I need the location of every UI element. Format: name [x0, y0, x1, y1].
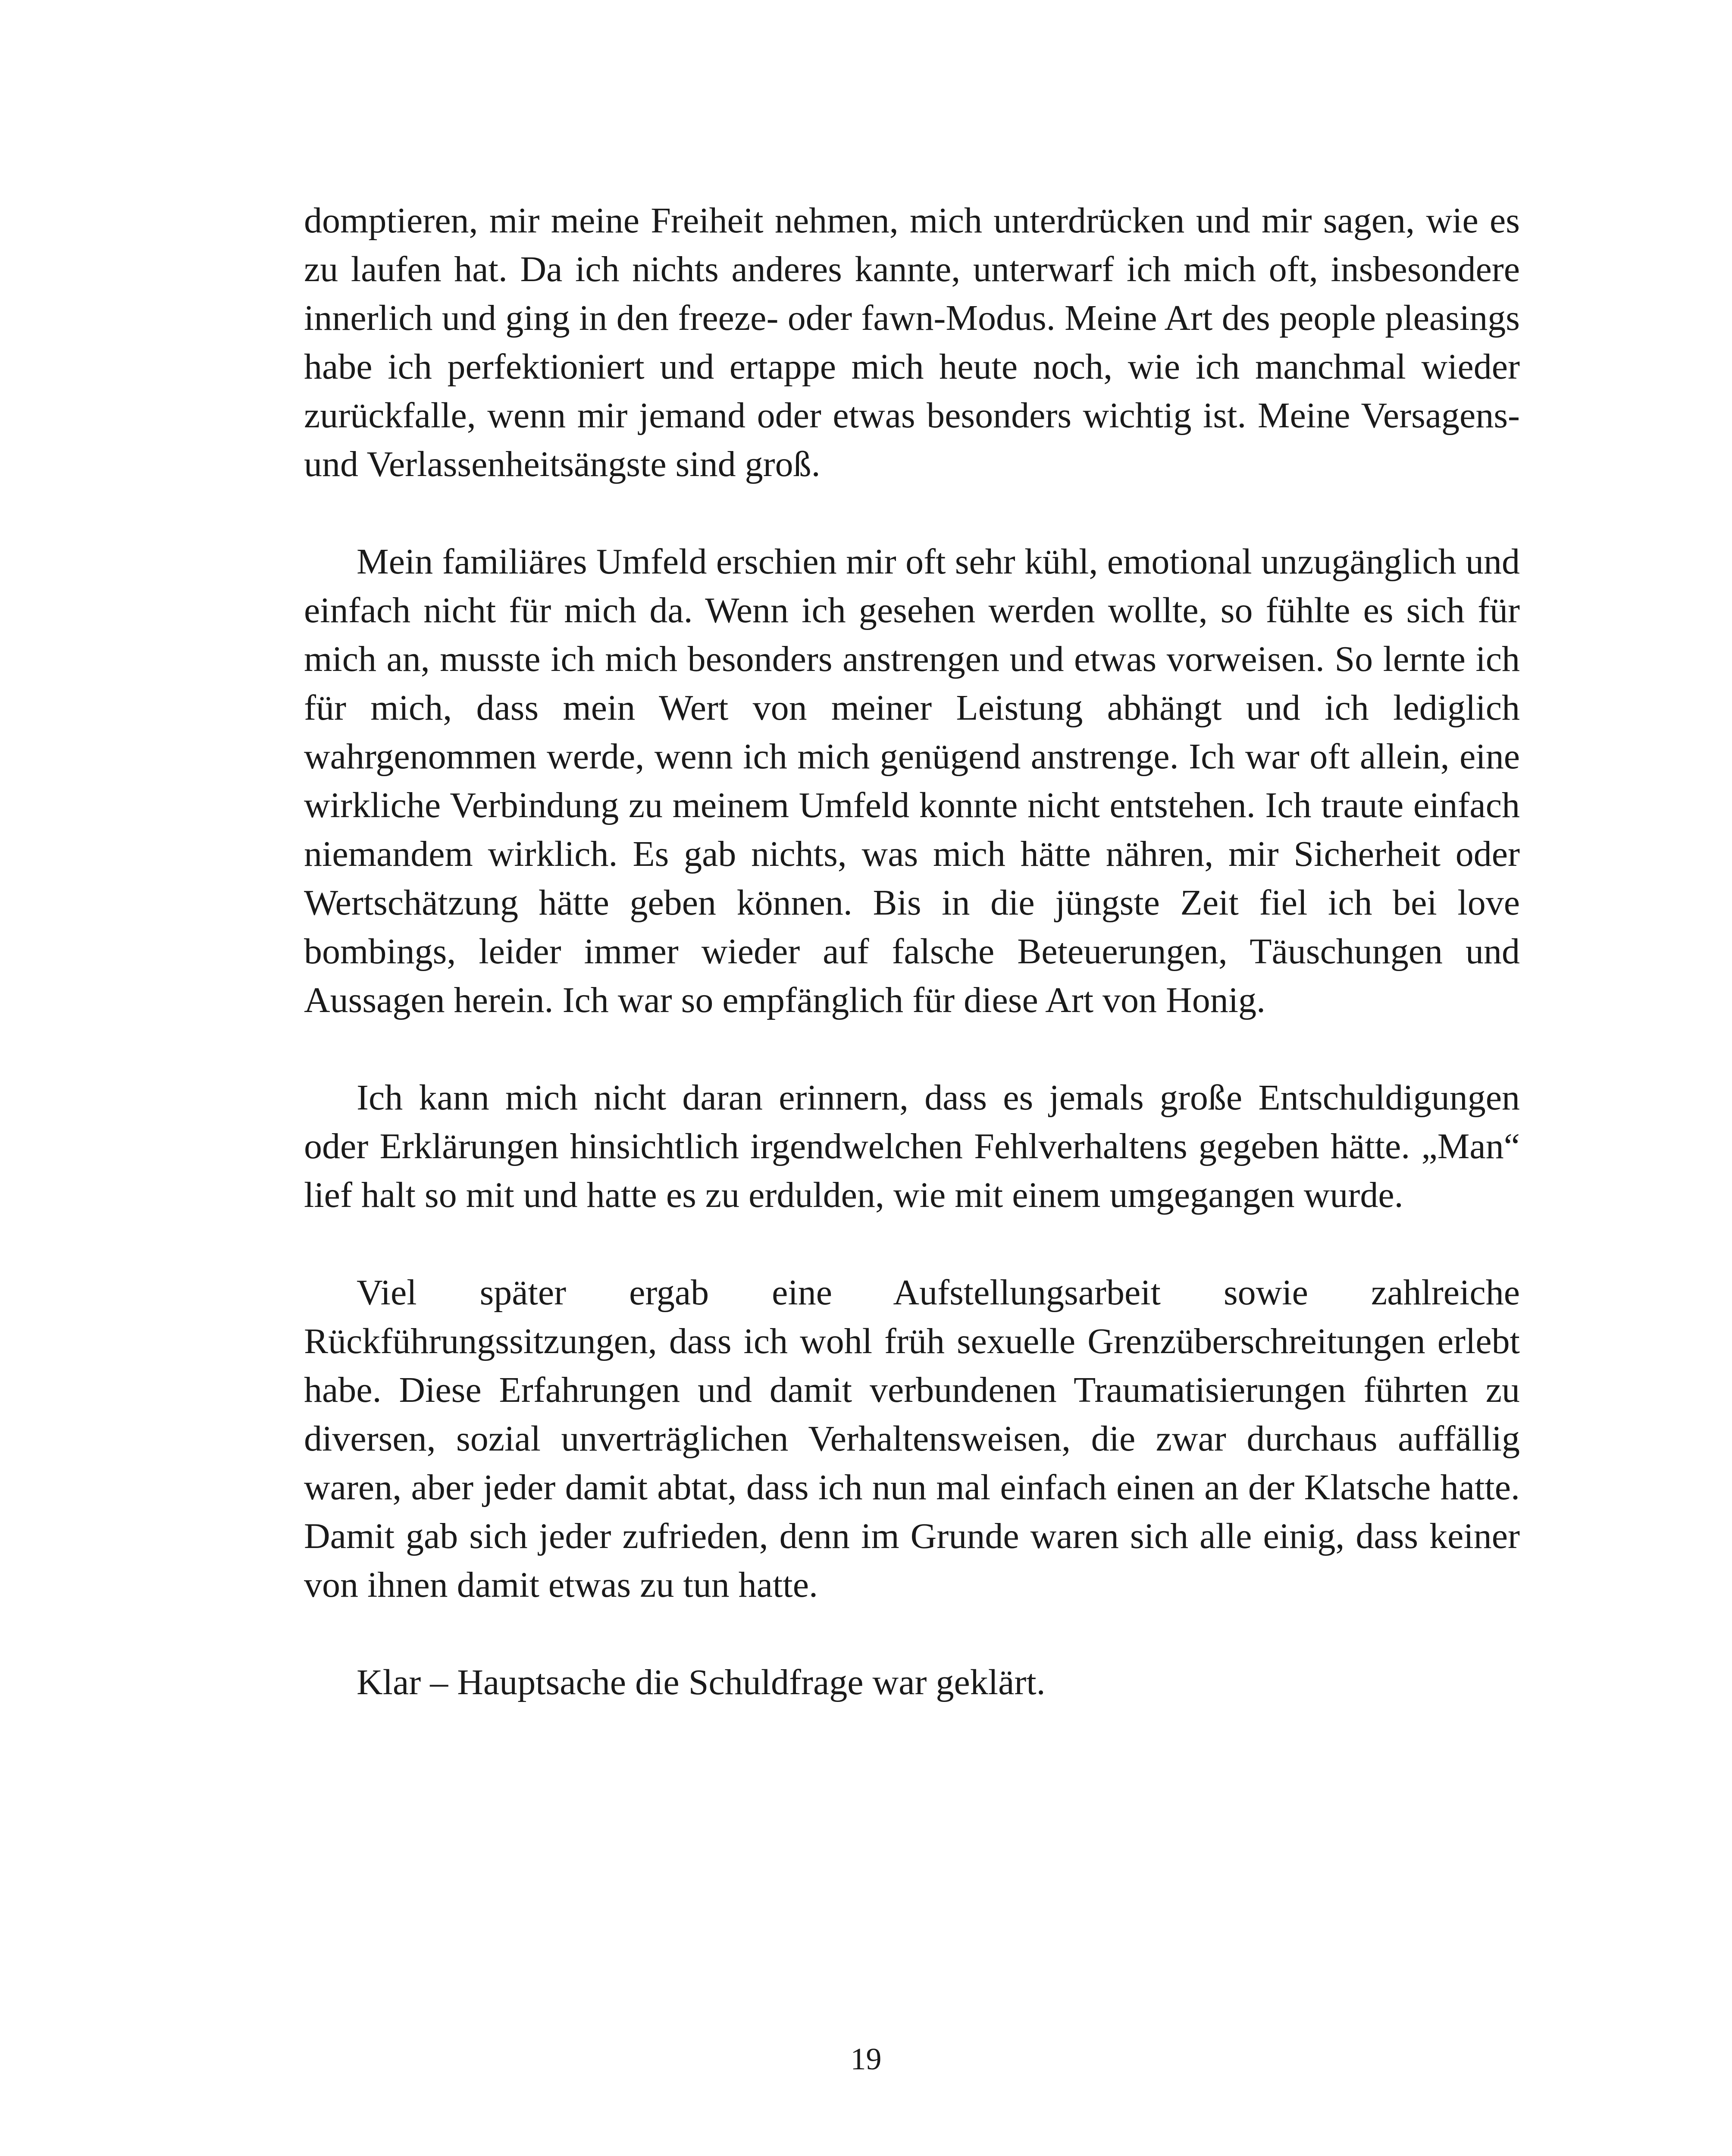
paragraph-continuation: domptieren, mir meine Freiheit nehmen, mich unterdrücken und mir sagen, wie es zu laufen hat. Da ich nichts anderes kannte, unterwarf ich mich oft, insbesondere innerlich und ging in den freeze- oder fawn-Modus. Meine Art des people pleasings habe ich perfektioniert und ertappe mich heute noch, wie ich manchmal wieder zurückfalle, wenn mir jemand oder etwas besonders wichtig ist. Meine Versagens- und Verlassenheitsängste sind groß.	[304, 201, 1520, 484]
paragraph: Ich kann mich nicht daran erinnern, dass es jemals große Entschuldigungen oder Erklärungen hinsichtlich irgendwelchen Fehlverhaltens gegeben hätte. „Man“ lief halt so mit und hatte es zu erdulden, wie mit einem umgegangen wurde.	[304, 1078, 1520, 1215]
paragraph: Klar – Hauptsache die Schuldfrage war geklärt.	[357, 1662, 1046, 1702]
body-text	[304, 196, 1520, 1707]
paragraph: Viel später ergab eine Aufstellungsarbeit sowie zahlreiche Rückführungssitzungen, dass ich wohl früh sexuelle Grenzüberschreitungen erlebt habe. Diese Erfahrungen und damit verbundenen Traumatisierungen führten zu diversen, sozial unverträglichen Verhaltensweisen, die zwar durchaus auffällig waren, aber jeder damit abtat, dass ich nun mal einfach einen an der Klatsche hatte. Damit gab sich jeder zufrieden, denn im Grunde waren sich alle einig, dass keiner von ihnen damit etwas zu tun hatte.	[304, 1272, 1520, 1605]
paragraph: Mein familiäres Umfeld erschien mir oft sehr kühl, emotional unzugänglich und einfach nicht für mich da. Wenn ich gesehen werden wollte, so fühlte es sich für mich an, musste ich mich besonders anstrengen und etwas vorweisen. So lernte ich für mich, dass mein Wert von meiner Leistung abhängt und ich lediglich wahrgenommen werde, wenn ich mich genügend anstrenge. Ich war oft allein, eine wirkliche Verbindung zu meinem Umfeld konnte nicht entstehen. Ich traute einfach niemandem wirklich. Es gab nichts, was mich hätte nähren, mir Sicherheit oder Wertschätzung hätte geben können. Bis in die jüngste Zeit fiel ich bei love bombings, leider immer wieder auf falsche Beteuerungen, Täuschungen und Aussagen herein. Ich war so empfänglich für diese Art von Honig.	[304, 542, 1520, 1020]
page-number: 19	[850, 2042, 882, 2076]
